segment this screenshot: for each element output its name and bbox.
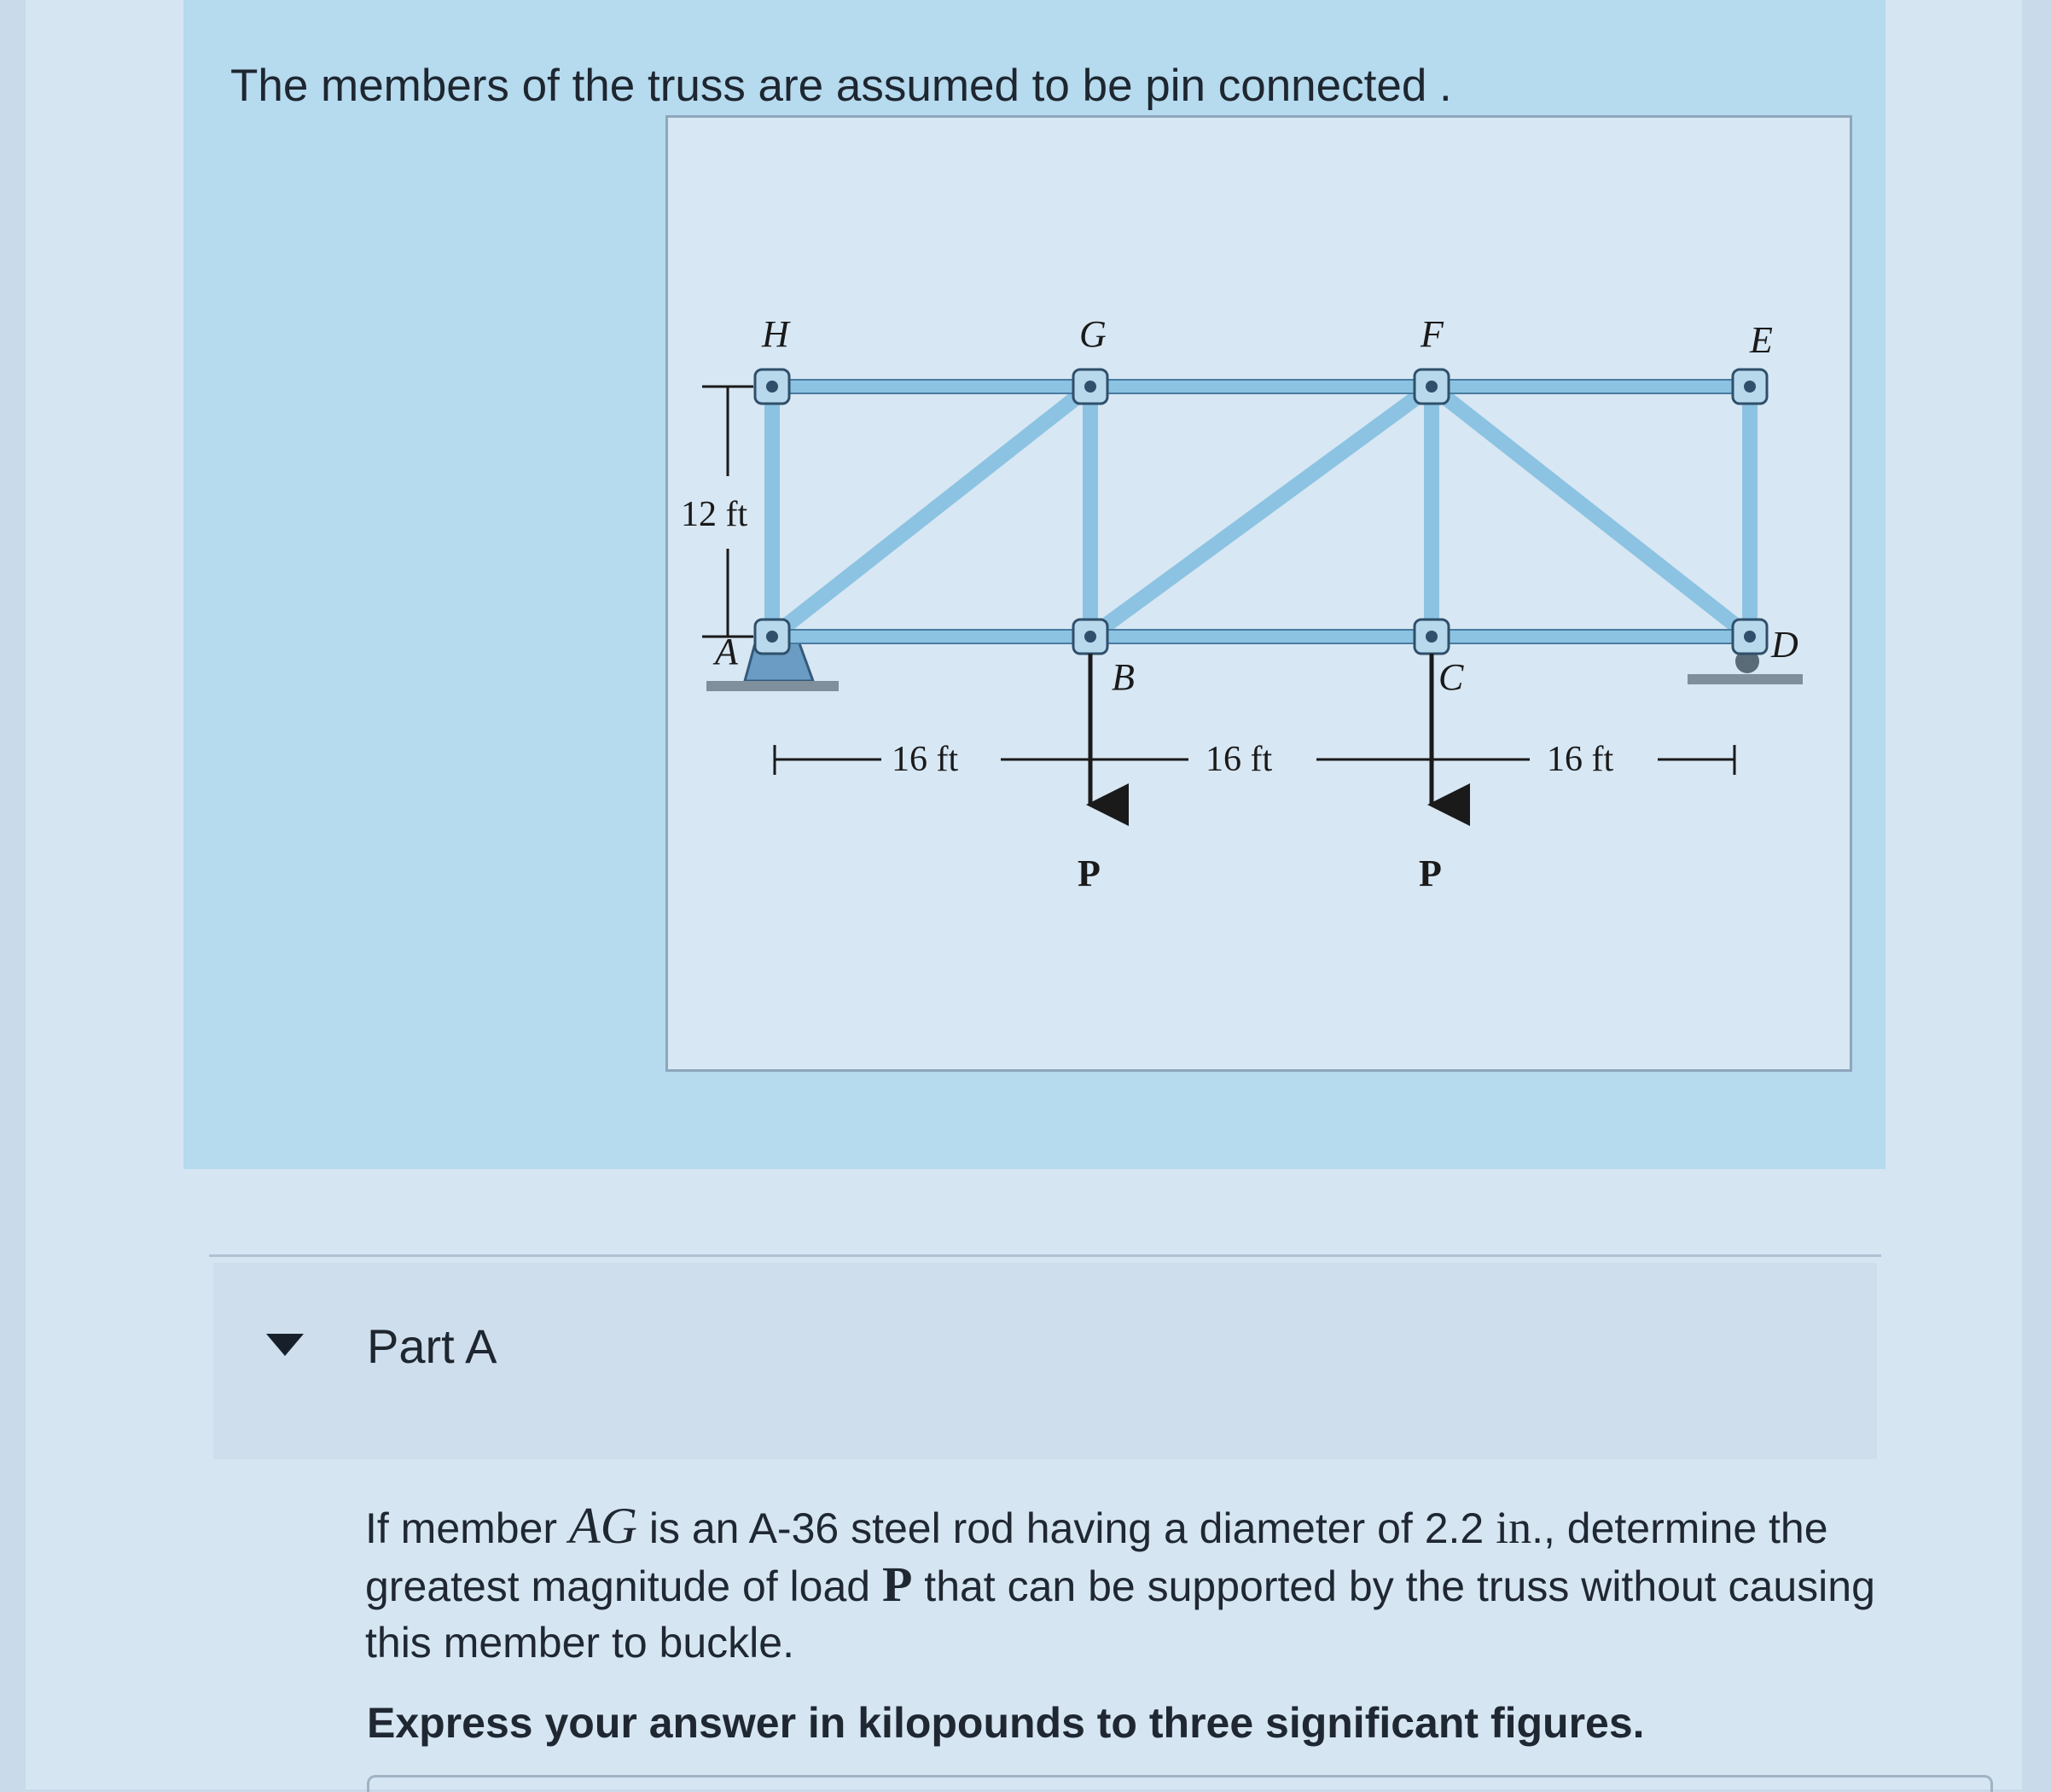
label-g: G (1079, 313, 1107, 355)
label-b: B (1112, 656, 1135, 698)
load-label-c: P (1419, 852, 1442, 894)
label-c: C (1438, 656, 1464, 698)
label-f: F (1421, 313, 1444, 355)
span-label-1: 16 ft (892, 740, 959, 779)
unit-symbol: in (1496, 1502, 1532, 1553)
member-symbol: AG (568, 1498, 637, 1554)
truss-diagram (668, 118, 1850, 1069)
ground-right (1688, 674, 1803, 684)
label-e: E (1750, 319, 1773, 361)
load-symbol: P (881, 1556, 913, 1612)
load-arrows (1090, 654, 1432, 805)
truss-members (772, 387, 1750, 637)
member-bf (1090, 387, 1432, 637)
collapse-caret-icon[interactable] (266, 1334, 304, 1356)
label-d: D (1771, 624, 1798, 666)
load-label-b: P (1078, 852, 1101, 894)
label-h: H (762, 313, 789, 355)
member-ag (772, 387, 1090, 637)
span-label-3: 16 ft (1547, 740, 1614, 779)
answer-instruction: Express your answer in kilopounds to three significant figures. (367, 1699, 1645, 1747)
part-title: Part A (367, 1319, 497, 1373)
label-a: A (715, 631, 738, 672)
span-label-2: 16 ft (1206, 740, 1273, 779)
member-fd (1432, 387, 1750, 637)
answer-box[interactable] (367, 1775, 1993, 1792)
intro-text: The members of the truss are assumed to be pin connected . (230, 61, 1452, 111)
truss-figure (665, 115, 1852, 1072)
question-text: If member AG is an A-36 steel rod having a diameter of 2.2 in., determine the greatest magnitude of load P that can be supported by the truss without causing this member to buckle. (365, 1498, 1875, 1667)
ground-left (706, 681, 839, 691)
height-label: 12 ft (681, 495, 748, 534)
section-divider (209, 1254, 1881, 1257)
